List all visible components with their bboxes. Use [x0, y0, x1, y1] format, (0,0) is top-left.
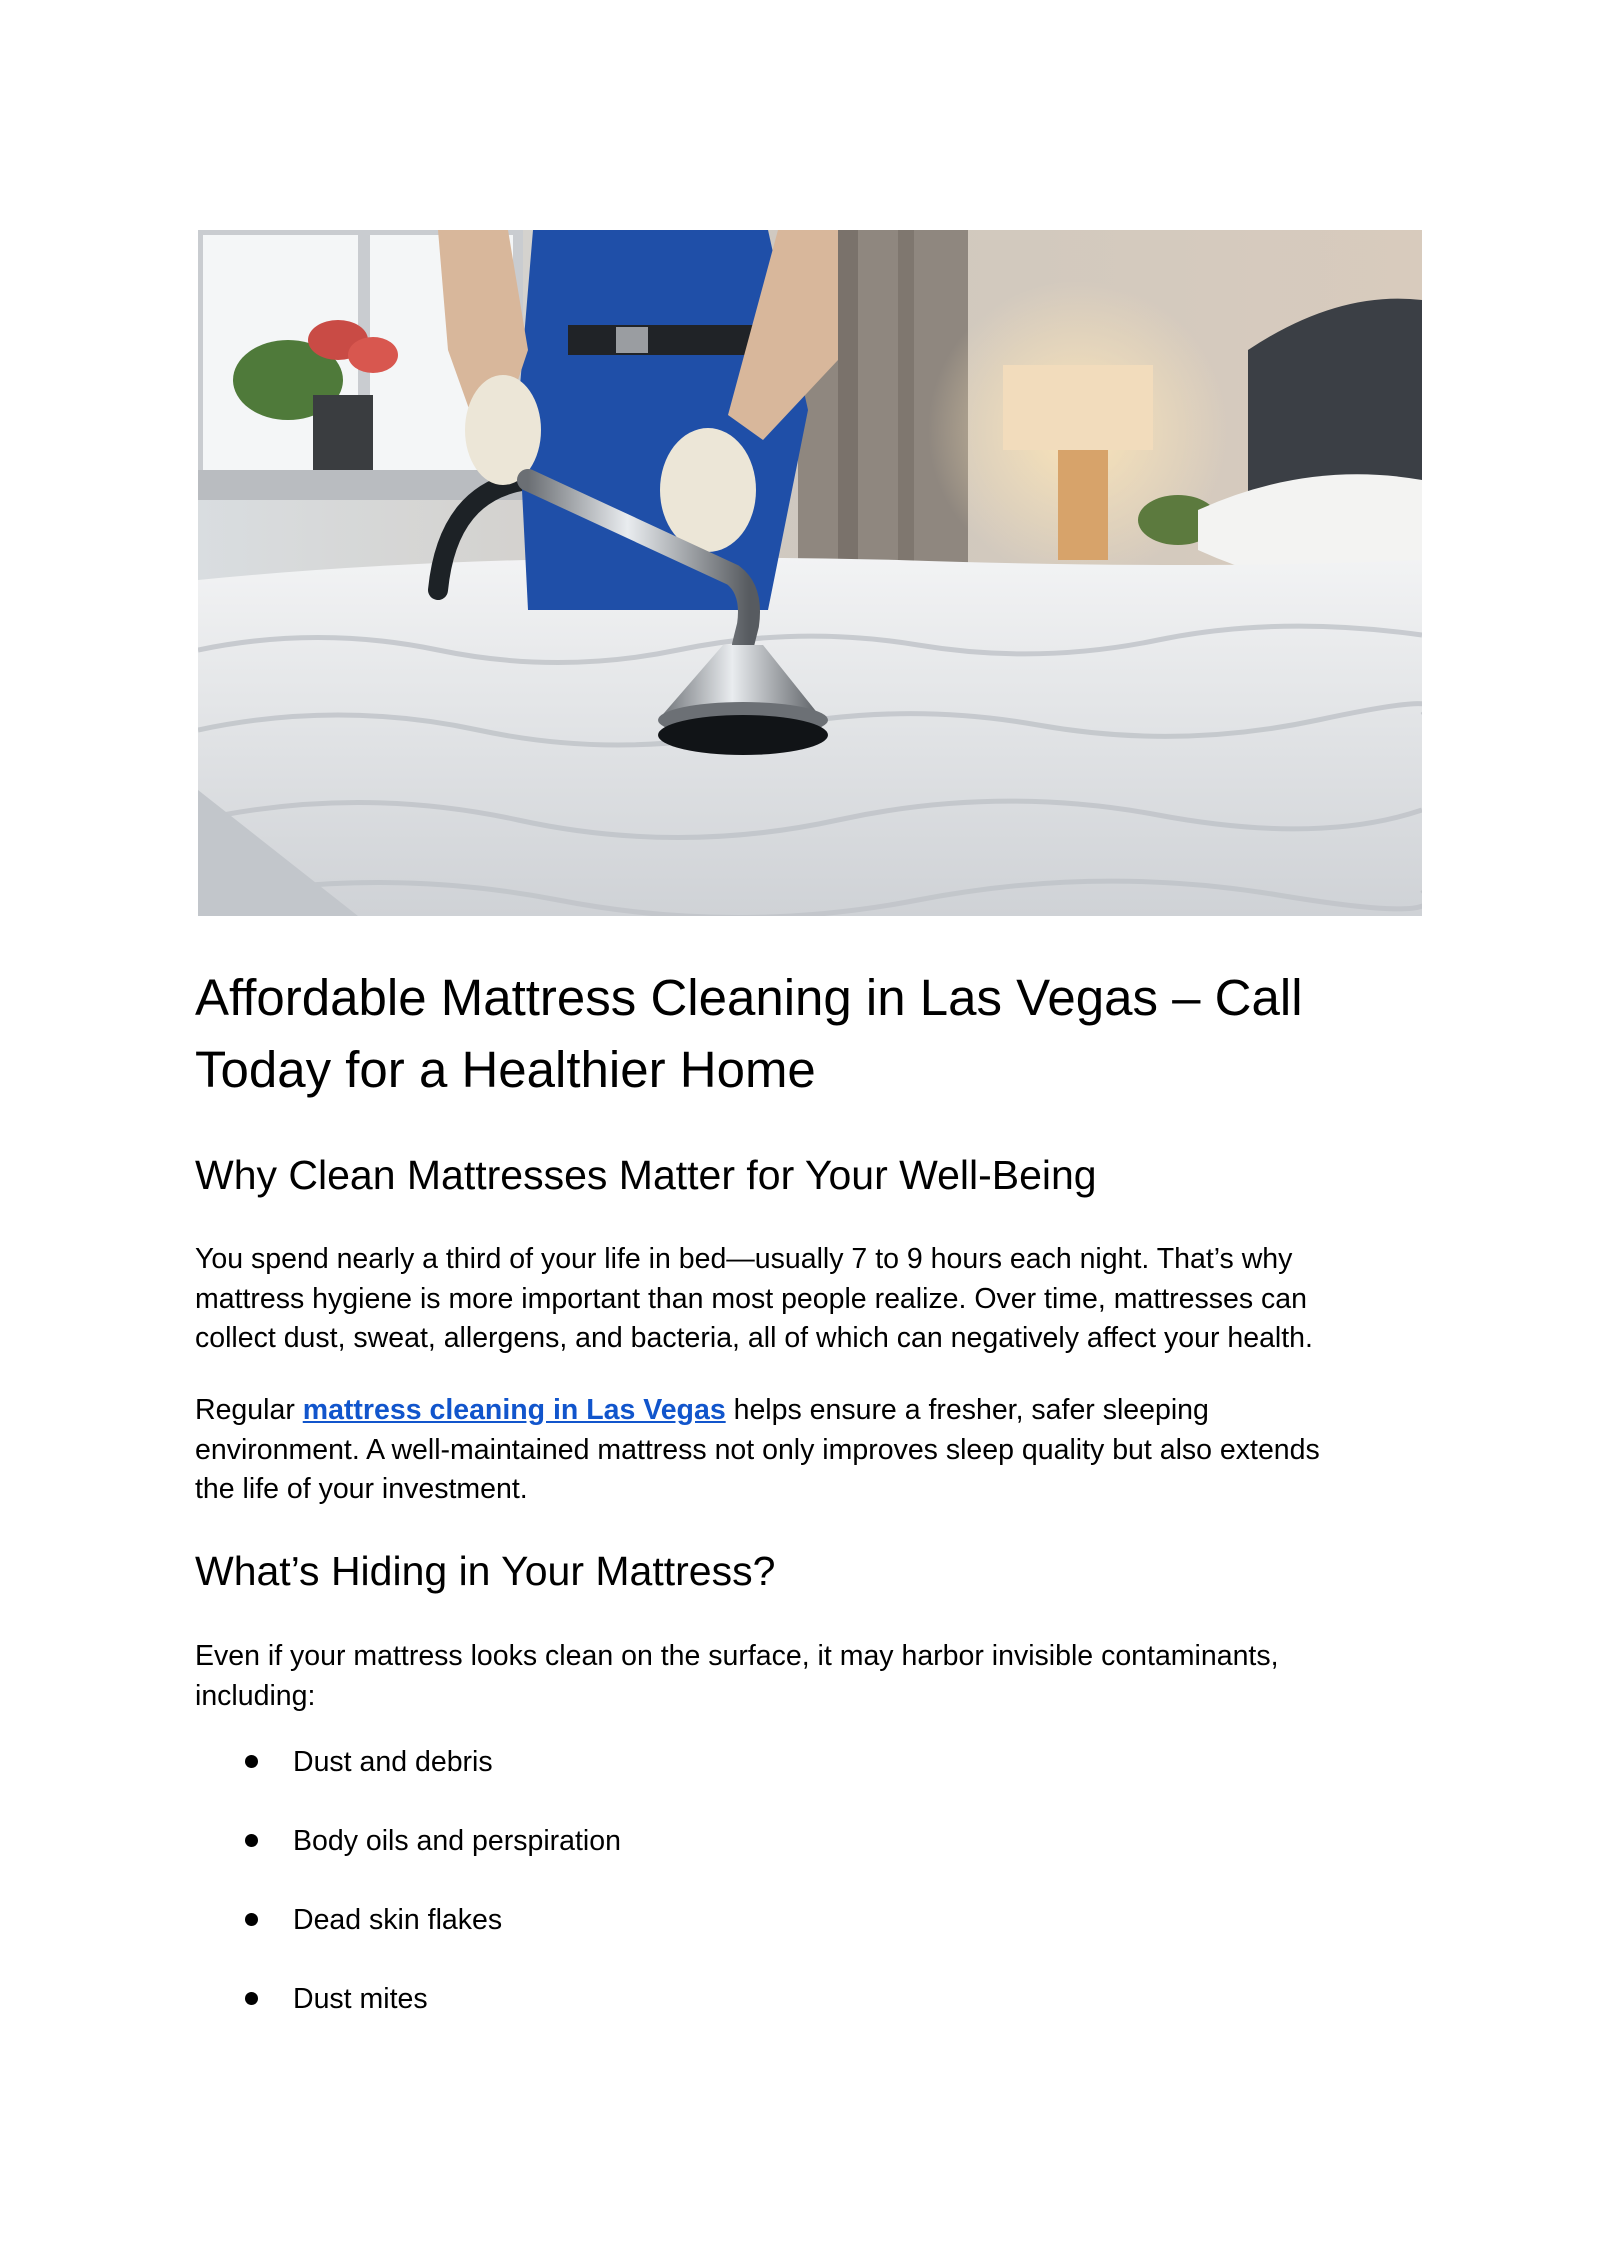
mattress-cleaning-link[interactable]: mattress cleaning in Las Vegas — [302, 1394, 726, 1426]
list-item: Body oils and perspiration — [195, 1821, 621, 1900]
page-title: Affordable Mattress Cleaning in Las Vegas – Call Today for a Healthier Home — [195, 969, 1303, 1098]
paragraph-intro: You spend nearly a third of your life in bed—usually 7 to 9 hours each night. That’s why mattress hygiene is more important than most people realize. Over time, mattresses can collect dust, sweat, allergens, and bacteria, all of which can negatively affect your health. — [195, 1243, 1313, 1354]
paragraph-regular-cleaning: Regular mattress cleaning in Las Vegas helps ensure a fresher, safer sleeping environment. A well-maintained mattress not only improves sleep quality but also extends the life of your investment. — [195, 1394, 1320, 1505]
contaminants-list — [195, 1742, 621, 2058]
list-item: Dust and debris — [195, 1742, 621, 1821]
section-heading-whats-hiding: What’s Hiding in Your Mattress? — [195, 1548, 776, 1594]
paragraph-contaminants-intro: Even if your mattress looks clean on the surface, it may harbor invisible contaminants, including: — [195, 1640, 1279, 1712]
bullet-icon — [245, 1834, 258, 1847]
section-heading-why-clean: Why Clean Mattresses Matter for Your Well-Being — [195, 1152, 1097, 1198]
mattress-cleaning-photo — [198, 230, 1422, 916]
bullet-icon — [245, 1992, 258, 2005]
bullet-icon — [245, 1913, 258, 1926]
hero-image — [198, 230, 1422, 916]
bullet-icon — [245, 1755, 258, 1768]
list-item: Dust mites — [195, 1979, 621, 2058]
list-item: Dead skin flakes — [195, 1900, 621, 1979]
